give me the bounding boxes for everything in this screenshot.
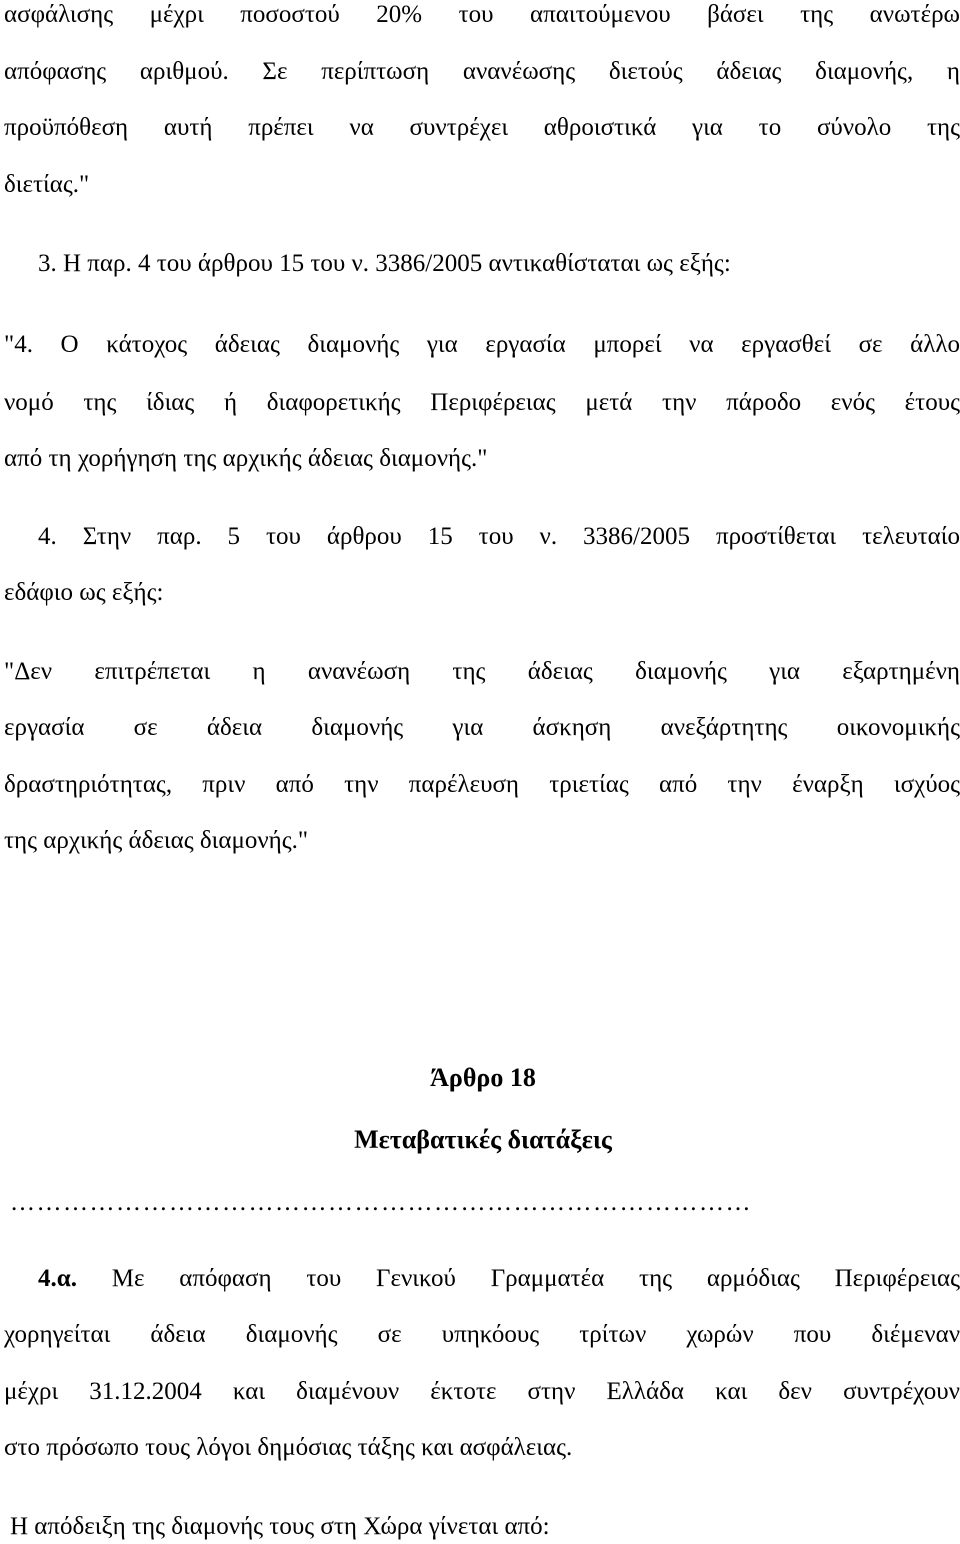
text-line: 4. Στην παρ. 5 του άρθρου 15 του ν. 3386/2005 προστίθεται τελευταίο <box>38 523 960 550</box>
text-line: εδάφιο ως εξής: <box>4 579 164 606</box>
text-line: εργασία σε άδεια διαμονής για άσκηση ανεξάρτητης οικονομικής <box>4 714 960 741</box>
text-line: της αρχικής άδειας διαμονής." <box>4 827 309 854</box>
text-line: στο πρόσωπο τους λόγοι δημόσιας τάξης και ασφάλειας. <box>4 1434 573 1461</box>
text-line: "Δεν επιτρέπεται η ανανέωση της άδειας διαμονής για εξαρτημένη <box>4 658 960 685</box>
text-line: απόφασης αριθμού. Σε περίπτωση ανανέωσης διετούς άδειας διαμονής, η <box>4 58 960 85</box>
text-line: προϋπόθεση αυτή πρέπει να συντρέχει αθροιστικά για το σύνολο της <box>4 114 960 141</box>
paragraph-4a-line1 <box>38 1264 960 1294</box>
text-line: από τη χορήγηση της αρχικής άδειας διαμονής." <box>4 445 488 472</box>
text-line: δραστηριότητας, πριν από την παρέλευση τριετίας από την έναρξη ισχύος <box>4 771 960 798</box>
text-line: διετίας." <box>4 171 90 198</box>
paragraph-4a-text: Με απόφαση του Γενικού Γραμματέα της αρμόδιας Περιφέρειας <box>76 1265 960 1292</box>
text-line: 3. Η παρ. 4 του άρθρου 15 του ν. 3386/2005 αντικαθίσταται ως εξής: <box>38 250 731 277</box>
text-line: ασφάλισης μέχρι ποσοστού 20% του απαιτούμενου βάσει της ανωτέρω <box>4 1 960 28</box>
ellipsis-line: ………………………………………………………………………… <box>10 1189 752 1216</box>
paragraph-4a-label: 4.α. <box>38 1265 77 1292</box>
text-line: χορηγείται άδεια διαμονής σε υπηκόους τρίτων χωρών που διέμεναν <box>4 1321 960 1348</box>
text-line: νομό της ίδιας ή διαφορετικής Περιφέρειας μετά την πάροδο ενός έτους <box>4 389 960 416</box>
text-line: Η απόδειξη της διαμονής τους στη Χώρα γίνεται από: <box>10 1513 550 1540</box>
article-heading: Άρθρο 18 <box>430 1063 536 1092</box>
text-line: "4. Ο κάτοχος άδειας διαμονής για εργασία μπορεί να εργασθεί σε άλλο <box>4 331 960 358</box>
article-subheading: Μεταβατικές διατάξεις <box>354 1125 612 1154</box>
text-line: μέχρι 31.12.2004 και διαμένουν έκτοτε στην Ελλάδα και δεν συντρέχουν <box>4 1378 960 1405</box>
